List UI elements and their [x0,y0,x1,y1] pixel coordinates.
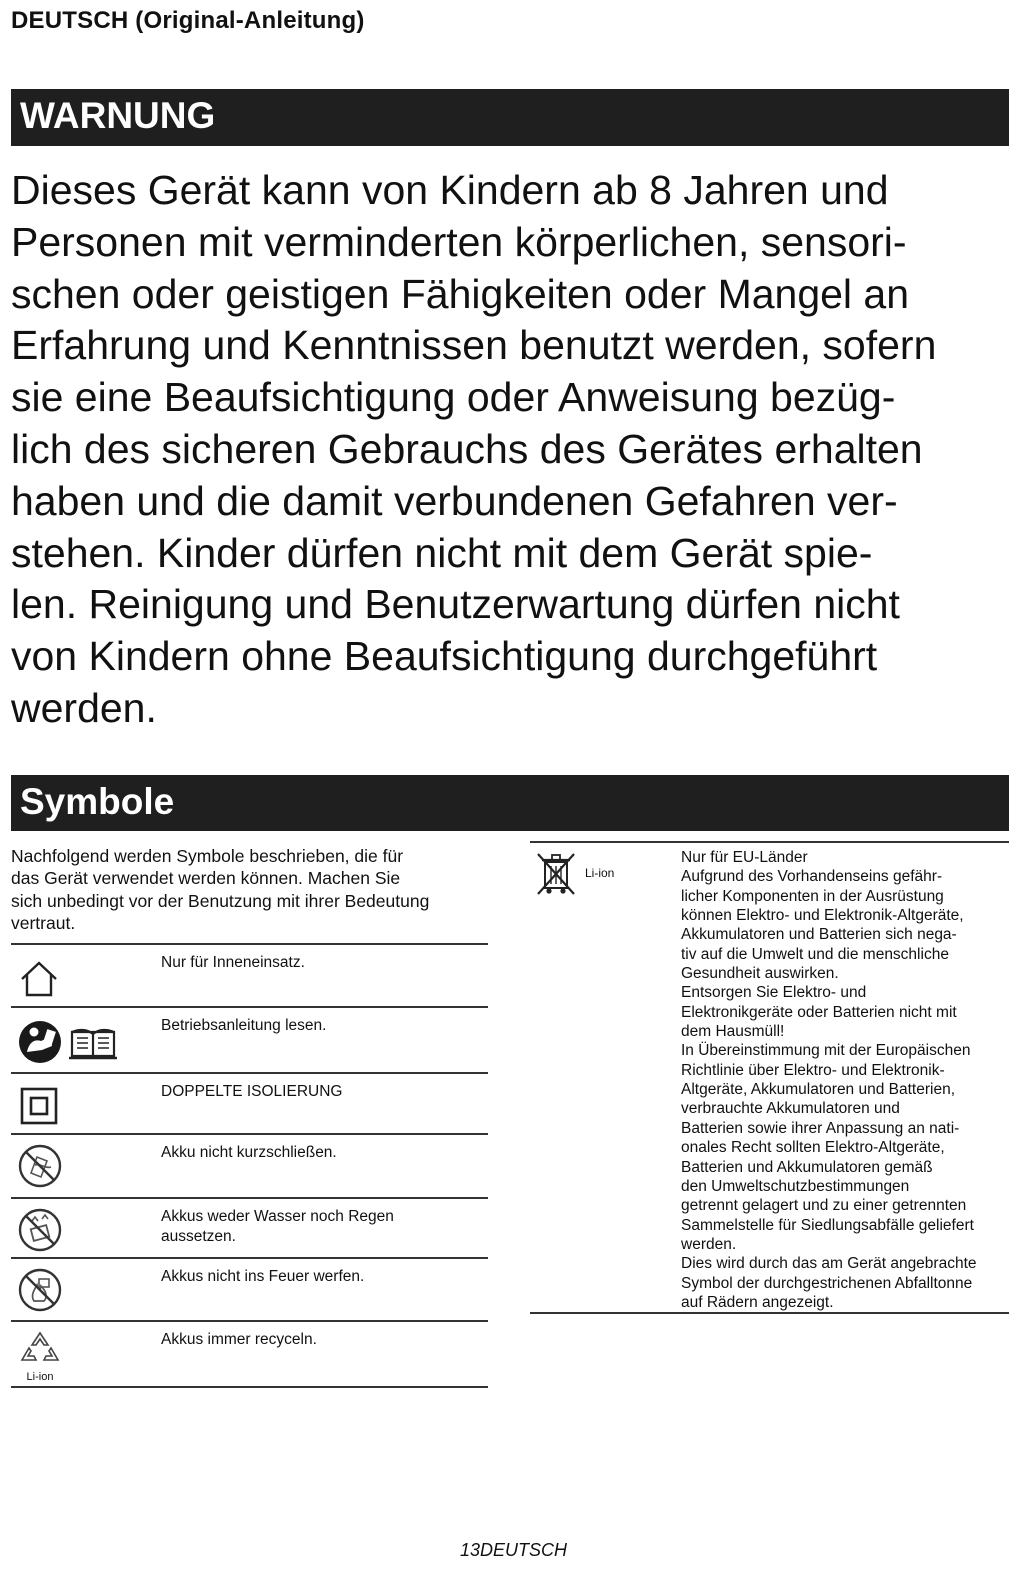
warning-line: schen oder geistigen Fähigkeiten oder Mangel an [11,270,910,317]
symbol-description: Akku nicht kurzschließen. [161,1144,337,1161]
read-manual-icon [17,1016,119,1066]
warning-line: len. Reinigung und Benutzerwartung dürfen nicht [11,581,900,628]
eu-text-line: Batterien sowie ihrer Anpassung an nati- [681,1119,960,1137]
eu-text-line: auf Rädern angezeigt. [681,1293,834,1311]
page-number: 13DEUTSCH [459,1540,568,1560]
warning-heading-bar [11,89,1009,146]
warning-line: stehen. Kinder dürfen nicht mit dem Gerät spie- [11,529,873,576]
eu-text-line: Entsorgen Sie Elektro- und [681,984,867,1002]
eu-text-line: In Übereinstimmung mit der Europäischen [681,1042,971,1060]
warning-line: haben und die damit verbundenen Gefahren ver- [11,477,898,524]
warning-line: Personen mit verminderten körperlichen, sensori- [11,218,907,265]
symbol-row-recycle [11,1320,488,1388]
eu-text-line: Symbol der durchgestrichenen Abfalltonne [681,1274,973,1292]
symbols-table [11,943,488,1388]
symbols-heading-bar [11,775,1009,831]
warning-line: lich des sicheren Gebrauchs des Gerätes erhalten [11,425,923,472]
eu-text-line: Dies wird durch das am Gerät angebrachte [681,1255,977,1273]
eu-text-line: können Elektro- und Elektronik-Altgeräte, [681,907,964,925]
symbol-description: Akkus immer recyceln. [161,1331,317,1348]
eu-text-line: Sammelstelle für Siedlungsabfälle geliefert [681,1216,974,1234]
symbol-description: DOPPELTE ISOLIERUNG [161,1083,343,1100]
eu-text-line: den Umweltschutzbestimmungen [681,1177,910,1195]
intro-line: das Gerät verwendet werden können. Machen Sie [11,868,401,889]
warning-heading: WARNUNG [20,95,216,136]
symbol-row-water [11,1197,488,1257]
recycle-icon [18,1330,62,1366]
eu-text-line: Nur für EU-Länder [681,849,808,866]
house-icon [17,957,61,1001]
eu-text-line: getrennt gelagert und zu einer getrennten [681,1197,967,1215]
eu-text-line: tiv auf die Umwelt und die menschliche [681,945,949,963]
recycle-symbol [17,1330,63,1383]
recycle-icon-label: Li-ion [26,1371,54,1383]
eu-text-line: Elektronikgeräte oder Batterien nicht mit [681,1003,957,1021]
eu-text-line: Richtlinie über Elektro- und Elektronik- [681,1061,945,1079]
symbol-row-manual [11,1006,488,1072]
eu-text-line: Akkumulatoren und Batterien sich nega- [681,926,957,944]
symbol-row-fire [11,1257,488,1320]
no-short-circuit-icon [17,1143,63,1189]
symbol-row-short-circuit [11,1133,488,1197]
eu-text-line: onales Recht sollten Elektro-Altgeräte, [681,1139,945,1157]
eu-text-line: verbrauchte Akkumulatoren und [681,1100,900,1118]
eu-text-line: werden. [681,1235,737,1253]
symbol-row-double-insulation [11,1072,488,1133]
eu-text-line: Batterien und Akkumulatoren gemäß [681,1158,933,1176]
crossed-bin-icon [534,850,578,898]
eu-text-line: dem Hausmüll! [681,1023,785,1041]
intro-line: Nachfolgend werden Symbole beschrieben, die für [11,846,404,866]
symbol-description: Akkus nicht ins Feuer werfen. [161,1268,365,1285]
eu-disposal-section [530,841,1009,1314]
no-fire-icon [17,1267,63,1313]
warning-line: Dieses Gerät kann von Kindern ab 8 Jahren und [11,167,889,213]
warning-line: Erfahrung und Kenntnissen benutzt werden, sofern [11,322,937,369]
symbols-heading: Symbole [20,781,175,822]
eu-disposal-text [681,848,1006,1312]
warning-line: von Kindern ohne Beaufsichtigung durchgeführt [11,633,878,680]
warning-line: sie eine Beaufsichtigung oder Anweisung bezüg- [11,374,896,421]
eu-text-line: Gesundheit auswirken. [681,965,839,983]
eu-text-line: licher Komponenten in der Ausrüstung [681,887,944,905]
symbol-row-indoor [11,943,488,1006]
eu-text-line: Altgeräte, Akkumulatoren und Batterien, [681,1081,955,1099]
intro-line: vertraut. [11,913,76,934]
eu-icon-label: Li-ion [585,866,615,880]
double-insulation-icon [17,1084,61,1128]
eu-text-line: Aufgrund des Vorhandenseins gefähr- [681,868,943,886]
no-water-icon [17,1207,63,1253]
symbol-description: Nur für Inneneinsatz. [161,954,305,971]
warning-line: werden. [11,684,157,731]
document-language-header: DEUTSCH (Original-Anleitung) [11,7,365,34]
warning-text [11,165,1016,735]
symbols-intro [11,845,486,935]
symbol-description: Akkus weder Wasser noch Regen aussetzen. [161,1208,394,1245]
intro-line: sich unbedingt vor der Benutzung mit ihrer Bedeutung [11,890,430,911]
symbol-description: Betriebsanleitung lesen. [161,1017,327,1034]
